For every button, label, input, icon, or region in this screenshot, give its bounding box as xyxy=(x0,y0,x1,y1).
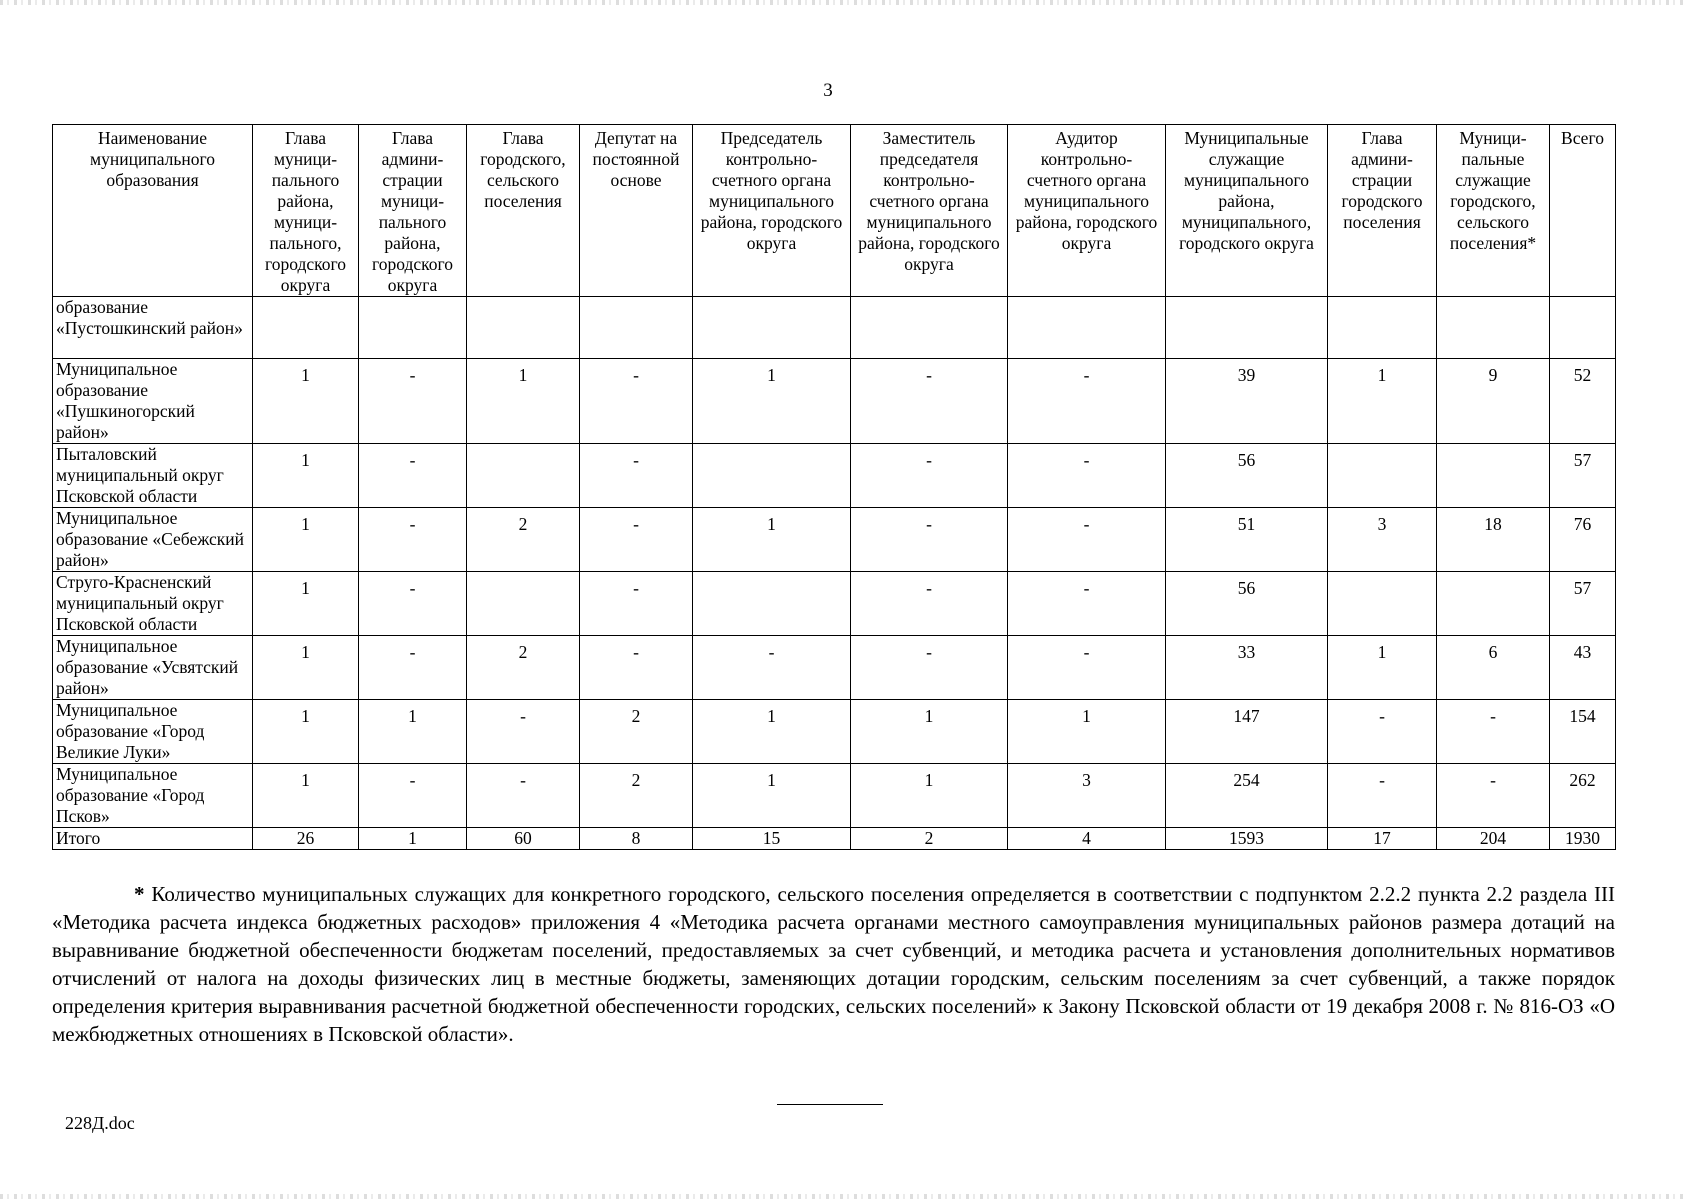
table-cell: 254 xyxy=(1166,764,1328,828)
total-cell: 1593 xyxy=(1166,828,1328,850)
table-cell: - xyxy=(580,636,693,700)
table-cell: - xyxy=(1008,572,1166,636)
column-header-11: Муници-пальные служащие городского, сельского поселения* xyxy=(1437,125,1550,297)
table-cell: - xyxy=(1008,444,1166,508)
total-label: Итого xyxy=(53,828,253,850)
total-cell: 1 xyxy=(359,828,467,850)
table-cell: 1 xyxy=(1008,700,1166,764)
table-row xyxy=(53,764,1616,828)
table-cell xyxy=(693,297,851,359)
table-cell: 1 xyxy=(693,764,851,828)
column-header-9: Муниципальные служащие муниципального района, муниципального, городского округа xyxy=(1166,125,1328,297)
column-header-6: Председатель контрольно-счетного органа муниципального района, городского округа xyxy=(693,125,851,297)
table-cell xyxy=(467,572,580,636)
staff-table xyxy=(52,124,1616,850)
table-cell: - xyxy=(1328,700,1437,764)
table-cell: 1 xyxy=(253,444,359,508)
table-cell: 2 xyxy=(580,700,693,764)
table-row xyxy=(53,636,1616,700)
total-cell: 15 xyxy=(693,828,851,850)
table-row xyxy=(53,700,1616,764)
table-cell: 1 xyxy=(693,508,851,572)
municipality-name: Муниципальное образование «Усвятский район» xyxy=(53,636,253,700)
table-cell: 52 xyxy=(1550,359,1616,444)
table-cell: - xyxy=(359,508,467,572)
table-cell xyxy=(1328,444,1437,508)
table-cell: - xyxy=(1008,508,1166,572)
table-cell: - xyxy=(467,700,580,764)
column-header-4: Глава городского, сельского поселения xyxy=(467,125,580,297)
table-cell xyxy=(1166,297,1328,359)
table-cell: 1 xyxy=(253,572,359,636)
table-row xyxy=(53,359,1616,444)
table-cell: - xyxy=(359,764,467,828)
column-header-1: Наименование муниципального образования xyxy=(53,125,253,297)
table-cell: - xyxy=(1437,764,1550,828)
table-cell: - xyxy=(1328,764,1437,828)
footnote xyxy=(52,880,1615,1048)
table-cell: 1 xyxy=(253,359,359,444)
total-cell: 204 xyxy=(1437,828,1550,850)
footnote-text: Количество муниципальных служащих для конкретного городского, сельского поселения определяется в соответствии с подпунктом 2.2.2 пункта 2.2 раздела III «Методика расчета индекса бюджетных расходов» приложения 4 «Методика расчета органами местного самоуправления муниципальных районов размера дотаций на выравнивание бюджетной обеспеченности бюджетам поселений, предоставляемых за счет субвенций, и методика расчета и установления дополнительных нормативов отчислений от налога на доходы физических лиц в местные бюджеты, заменяющих дотации городским, сельским поселениям за счет субвенций, а также порядок определения критерия выравнивания расчетной бюджетной обеспеченности городских, сельских поселений» к Закону Псковской области от 19 декабря 2008 г. № 816-ОЗ «О межбюджетных отношениях в Псковской области». xyxy=(52,882,1616,1046)
table-cell: 43 xyxy=(1550,636,1616,700)
table-cell xyxy=(1550,297,1616,359)
column-header-7: Заместитель председателя контрольно-счетного органа муниципального района, городского округа xyxy=(851,125,1008,297)
scan-edge-bottom xyxy=(0,1194,1686,1199)
total-cell: 1930 xyxy=(1550,828,1616,850)
table-cell: - xyxy=(580,444,693,508)
total-row xyxy=(53,828,1616,850)
table-cell xyxy=(1437,297,1550,359)
table-cell: - xyxy=(851,636,1008,700)
column-header-10: Глава админи-страции городского поселения xyxy=(1328,125,1437,297)
total-cell: 4 xyxy=(1008,828,1166,850)
table-cell: 18 xyxy=(1437,508,1550,572)
column-header-3: Глава админи-страции муници-пального района, городского округа xyxy=(359,125,467,297)
table-cell: 2 xyxy=(467,636,580,700)
page-number: 3 xyxy=(823,80,833,101)
table-cell xyxy=(1008,297,1166,359)
total-cell: 2 xyxy=(851,828,1008,850)
table-cell: 154 xyxy=(1550,700,1616,764)
municipality-name: Муниципальное образование «Пушкиногорский район» xyxy=(53,359,253,444)
table-cell: - xyxy=(359,572,467,636)
table-cell: 2 xyxy=(467,508,580,572)
staff-table-container xyxy=(52,124,1615,850)
table-cell: - xyxy=(851,444,1008,508)
table-cell: 76 xyxy=(1550,508,1616,572)
table-cell: 1 xyxy=(253,764,359,828)
table-cell xyxy=(467,297,580,359)
municipality-name: Пыталовский муниципальный округ Псковской области xyxy=(53,444,253,508)
table-cell xyxy=(580,297,693,359)
table-cell xyxy=(1328,297,1437,359)
table-cell: 1 xyxy=(693,700,851,764)
table-cell: 3 xyxy=(1008,764,1166,828)
table-cell: - xyxy=(359,444,467,508)
table-cell: 33 xyxy=(1166,636,1328,700)
column-header-8: Аудитор контрольно-счетного органа муниципального района, городского округа xyxy=(1008,125,1166,297)
table-cell xyxy=(253,297,359,359)
separator-line xyxy=(777,1104,883,1105)
table-cell xyxy=(1437,572,1550,636)
table-cell: - xyxy=(1437,700,1550,764)
table-cell: - xyxy=(851,359,1008,444)
table-cell: 56 xyxy=(1166,444,1328,508)
table-cell: - xyxy=(1008,636,1166,700)
column-header-5: Депутат на постоянной основе xyxy=(580,125,693,297)
table-cell: 9 xyxy=(1437,359,1550,444)
table-cell xyxy=(467,444,580,508)
table-cell: 1 xyxy=(1328,636,1437,700)
table-cell: 51 xyxy=(1166,508,1328,572)
table-cell: - xyxy=(851,572,1008,636)
table-cell xyxy=(693,572,851,636)
table-cell: - xyxy=(359,636,467,700)
table-body xyxy=(53,297,1616,850)
table-cell: 1 xyxy=(253,636,359,700)
table-cell: 1 xyxy=(253,700,359,764)
table-cell: 3 xyxy=(1328,508,1437,572)
total-cell: 26 xyxy=(253,828,359,850)
table-cell: 1 xyxy=(253,508,359,572)
table-cell: - xyxy=(467,764,580,828)
table-cell: 1 xyxy=(1328,359,1437,444)
municipality-name: Муниципальное образование «Город Псков» xyxy=(53,764,253,828)
table-cell: 1 xyxy=(851,764,1008,828)
table-cell: - xyxy=(693,636,851,700)
table-cell: 262 xyxy=(1550,764,1616,828)
table-cell: 57 xyxy=(1550,444,1616,508)
municipality-name: Муниципальное образование «Город Великие Луки» xyxy=(53,700,253,764)
table-cell: 6 xyxy=(1437,636,1550,700)
table-cell xyxy=(359,297,467,359)
table-cell: 56 xyxy=(1166,572,1328,636)
table-cell: 1 xyxy=(851,700,1008,764)
table-cell: 57 xyxy=(1550,572,1616,636)
table-cell: - xyxy=(359,359,467,444)
header-row xyxy=(53,125,1616,297)
table-row xyxy=(53,444,1616,508)
total-cell: 8 xyxy=(580,828,693,850)
table-cell xyxy=(1328,572,1437,636)
table-cell: 1 xyxy=(467,359,580,444)
footnote-star: * xyxy=(134,882,145,906)
footer-filename: 228Д.doc xyxy=(65,1113,135,1133)
table-cell xyxy=(851,297,1008,359)
municipality-name: образование «Пустошкинский район» xyxy=(53,297,253,359)
table-header xyxy=(53,125,1616,297)
table-cell xyxy=(1437,444,1550,508)
column-header-12: Всего xyxy=(1550,125,1616,297)
table-cell: - xyxy=(1008,359,1166,444)
table-cell: 39 xyxy=(1166,359,1328,444)
municipality-name: Муниципальное образование «Себежский район» xyxy=(53,508,253,572)
table-row xyxy=(53,572,1616,636)
table-cell: 147 xyxy=(1166,700,1328,764)
total-cell: 60 xyxy=(467,828,580,850)
table-cell: - xyxy=(851,508,1008,572)
table-cell: 1 xyxy=(359,700,467,764)
table-row xyxy=(53,508,1616,572)
table-cell: - xyxy=(580,359,693,444)
column-header-2: Глава муници-пального района, муници-пального, городского округа xyxy=(253,125,359,297)
table-cell: - xyxy=(580,508,693,572)
scan-edge-top xyxy=(0,0,1686,5)
table-cell: - xyxy=(580,572,693,636)
table-cell: 1 xyxy=(693,359,851,444)
table-row xyxy=(53,297,1616,359)
municipality-name: Струго-Красненский муниципальный округ Псковской области xyxy=(53,572,253,636)
total-cell: 17 xyxy=(1328,828,1437,850)
table-cell xyxy=(693,444,851,508)
table-cell: 2 xyxy=(580,764,693,828)
